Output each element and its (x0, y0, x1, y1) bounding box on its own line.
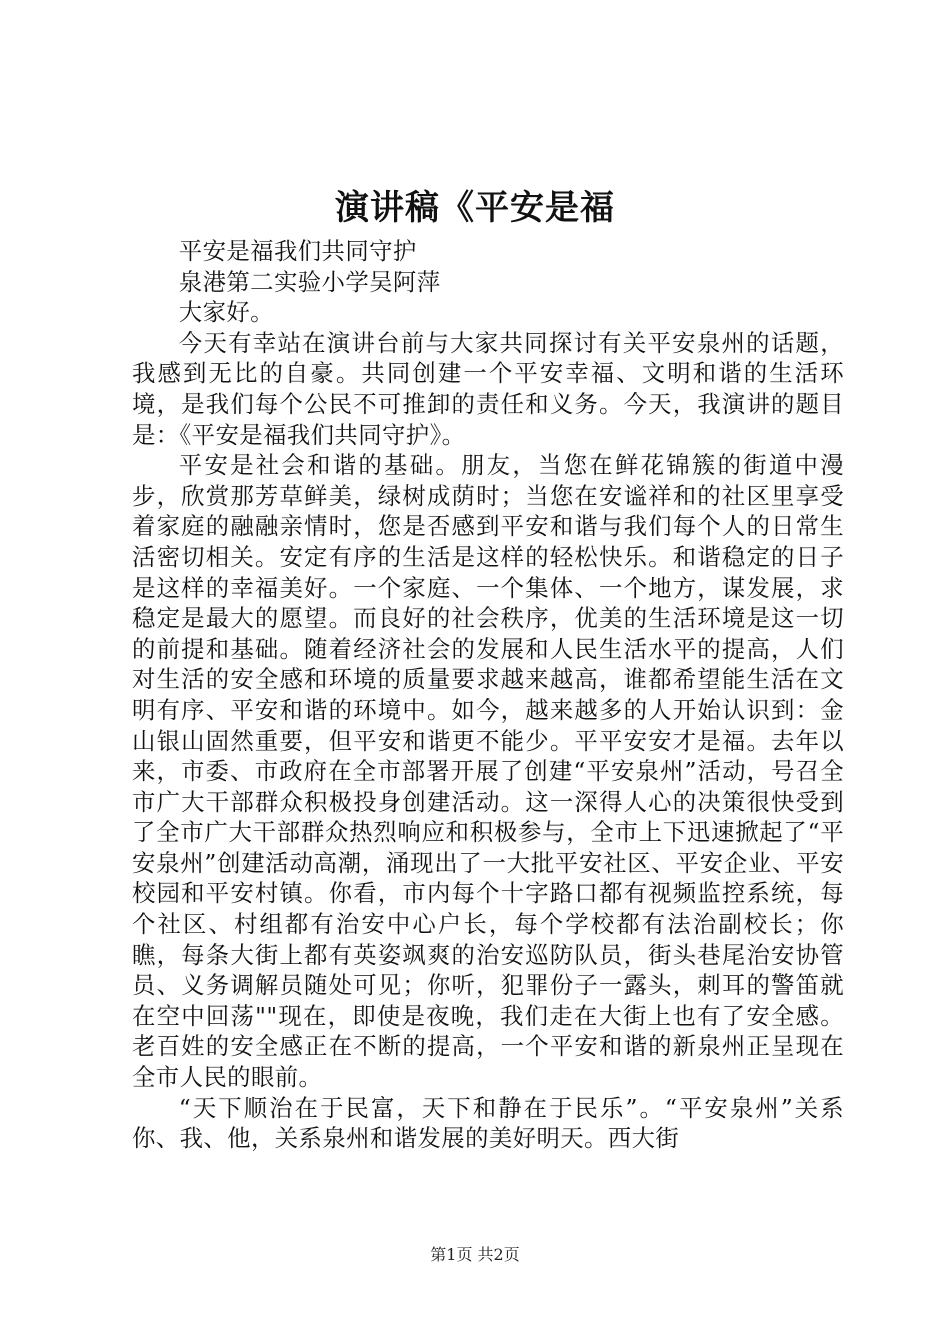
author-paragraph: 泉港第二实验小学吴阿萍 (178, 267, 441, 296)
main-paragraph: 平安是社会和谐的基础。朋友，当您在鲜花锦簇的街道中漫步，欣赏那芳草鲜美，绿树成荫时；当您在安谧祥和的社区里享受着家庭的融融亲情时，您是否感到平安和谐与我们每个人的日常生活密切相关。安定有序的生活是这样的轻松快乐。和谐稳定的日子是这样的幸福美好。一个家庭、一个集体、一个地方，谋发展，求稳定是最大的愿望。而良好的社会秩序，优美的生活环境是这一切的前提和基础。随着经济社会的发展和人民生活水平的提高，人们对生活的安全感和环境的质量要求越来越高，谁都希望能生活在文明有序、平安和谐的环境中。如今，越来越多的人开始认识到：金山银山固然重要，但平安和谐更不能少。平平安安才是福。去年以来，市委、市政府在全市部署开展了创建“平安泉州”活动，号召全市广大干部群众积极投身创建活动。这一深得人心的决策很快受到了全市广大干部群众热烈响应和积极参与，全市上下迅速掀起了“平安泉州”创建活动高潮，涌现出了一大批平安社区、平安企业、平安校园和平安村镇。你看，市内每个十字路口都有视频监控系统，每个社区、村组都有治安中心户长，每个学校都有法治副校长；你瞧，每条大街上都有英姿飒爽的治安巡防队员，街头巷尾治安协管员、义务调解员随处可见；你听，犯罪份子一露头，刺耳的警笛就在空中回荡""现在，即使是夜晚，我们走在大街上也有了安全感。老百姓的安全感正在不断的提高，一个平安和谐的新泉州正呈现在全市人民的眼前。 (132, 451, 844, 1092)
document-title: 演讲稿《平安是福 (335, 188, 615, 228)
document-body (132, 236, 844, 1154)
greeting-paragraph: 大家好。 (178, 298, 274, 327)
closing-paragraph: “天下顺治在于民富，天下和静在于民乐”。“平安泉州”关系你、我、他，关系泉州和谐发展的美好明天。西大街 (132, 1093, 844, 1153)
subtitle-paragraph: 平安是福我们共同守护 (178, 237, 417, 265)
intro-paragraph: 今天有幸站在演讲台前与大家共同探讨有关平安泉州的话题，我感到无比的自豪。共同创建一个平安幸福、文明和谐的生活环境，是我们每个公民不可推卸的责任和义务。今天，我演讲的题目是：《平安是福我们共同守护》。 (132, 328, 844, 449)
page-footer: 第1页 共2页 (430, 1245, 520, 1264)
